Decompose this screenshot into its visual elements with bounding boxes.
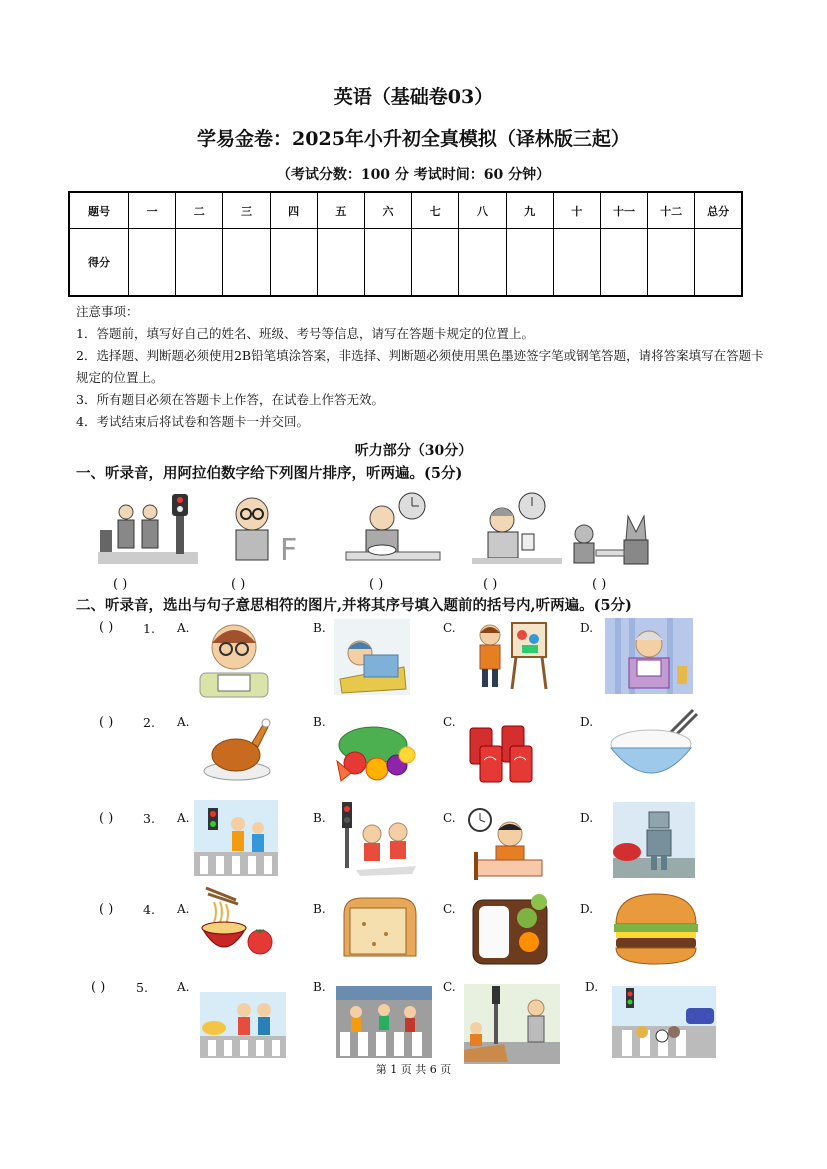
question-number: 3. [143,811,155,826]
boy-eating-icon [342,490,444,566]
hamburger-icon [610,890,702,968]
option-label: A. [177,811,190,825]
score-row-label: 得分 [69,229,129,297]
kids-crossing-icon [200,992,286,1058]
answer-paren[interactable]: ( ) [99,811,114,826]
score-cell[interactable] [223,229,270,297]
crosswalk-kids-icon [194,800,278,876]
svg-text:F: F [280,533,298,566]
note-item: 1．答题前，填写好自己的姓名、班级、考号等信息，请写在答题卡规定的位置上。 [76,326,534,341]
boy-sleeping-icon [334,619,410,695]
score-cell[interactable] [129,229,176,297]
option-label: D. [580,715,594,729]
option-label: C. [443,811,456,825]
notes-heading: 注意事项： [76,304,139,319]
children-crossing-icon [336,986,432,1058]
score-cell[interactable] [648,229,695,297]
option-label: A. [177,621,190,635]
score-col: 三 [223,192,270,229]
score-col: 九 [506,192,553,229]
score-cell[interactable] [600,229,647,297]
answer-paren[interactable]: ( ) [99,902,114,917]
score-table [68,191,743,297]
answer-paren[interactable]: ( ) [99,715,114,730]
question-number: 1. [143,621,155,636]
bread-icon [336,894,430,966]
score-cell[interactable] [364,229,411,297]
score-cell[interactable] [270,229,317,297]
score-cell[interactable] [459,229,506,297]
grandpa-crossing-icon [464,984,560,1064]
listening-heading: 听力部分（30分） [354,443,473,459]
running-kids-icon [338,802,418,876]
option-label: A. [177,980,190,994]
question-number: 5. [136,980,148,995]
score-col: 六 [364,192,411,229]
man-with-glasses-icon [222,490,302,566]
score-col: 总分 [695,192,742,229]
option-label: B. [313,902,326,916]
score-col: 七 [412,192,459,229]
cola-cans-icon [466,720,536,786]
fox-family-icon [566,510,662,568]
score-cell[interactable] [412,229,459,297]
boy-painting-icon [470,617,552,691]
note-item: 2．选择题、判断题必须使用2B铅笔填涂答案，非选择、判断题必须使用黑色墨迹签字笔或钢笔答题，请将答案填写在答题卡规定的位置上。 [76,348,764,385]
score-cell[interactable] [176,229,223,297]
page-title: 英语（基础卷03） [333,86,494,108]
score-col: 二 [176,192,223,229]
option-label: D. [580,621,594,635]
page-subtitle: 学易金卷：2025年小升初全真模拟（译林版三起） [197,128,630,150]
question-number: 4. [143,902,155,917]
score-cell[interactable] [506,229,553,297]
score-col: 十 [553,192,600,229]
score-col: 四 [270,192,317,229]
answer-blank[interactable]: ( ) [231,577,246,592]
score-col: 十二 [648,192,695,229]
lunch-box-icon [469,890,551,970]
page-footer: 第 1 页 共 6 页 [375,1063,452,1076]
rice-bowl-icon [605,708,699,788]
question-number: 2. [143,715,155,730]
section2-title: 二、听录音，选出与句子意思相符的图片,并将其序号填入题前的括号内,听两遍。(5分) [76,597,632,614]
option-label: D. [580,811,594,825]
option-label: C. [443,715,456,729]
grandma-reading-icon [605,618,693,694]
woman-drinking-icon [472,490,562,566]
score-row-label: 题号 [69,192,129,229]
option-label: C. [443,621,456,635]
note-item: 3．所有题目必须在答题卡上作答，在试卷上作答无效。 [76,392,384,407]
animals-crossing-icon [612,986,716,1058]
answer-blank[interactable]: ( ) [483,577,498,592]
noodles-tomato-icon [196,886,276,958]
option-label: A. [177,715,190,729]
answer-blank[interactable]: ( ) [113,577,128,592]
note-item: 4．考试结束后将试卷和答题卡一并交回。 [76,414,309,429]
score-cell[interactable] [553,229,600,297]
score-table-header-row [69,192,742,229]
score-col: 十一 [600,192,647,229]
score-cell[interactable] [695,229,742,297]
traffic-light-kids-icon [98,490,198,566]
option-label: B. [313,811,326,825]
answer-blank[interactable]: ( ) [369,577,384,592]
robot-street-icon [613,802,695,878]
score-col: 八 [459,192,506,229]
vegetables-icon [333,721,419,789]
boy-reading-icon [196,617,272,699]
section1-title: 一、听录音，用阿拉伯数字给下列图片排序，听两遍。(5分) [76,465,463,482]
option-label: D. [580,902,594,916]
option-label: C. [443,902,456,916]
option-label: D. [585,980,599,994]
option-label: C. [443,980,456,994]
option-label: B. [313,980,326,994]
score-col: 一 [129,192,176,229]
score-col: 五 [317,192,364,229]
option-label: A. [177,902,190,916]
option-label: B. [313,621,326,635]
answer-paren[interactable]: ( ) [91,980,106,995]
option-label: B. [313,715,326,729]
boy-waking-icon [466,808,548,882]
exam-info: （考试分数：100 分 考试时间：60 分钟） [276,167,551,183]
score-cell[interactable] [317,229,364,297]
answer-blank[interactable]: ( ) [592,577,607,592]
notes [76,301,776,433]
answer-paren[interactable]: ( ) [99,620,114,635]
roast-chicken-icon [202,713,272,781]
score-table-score-row [69,229,742,297]
